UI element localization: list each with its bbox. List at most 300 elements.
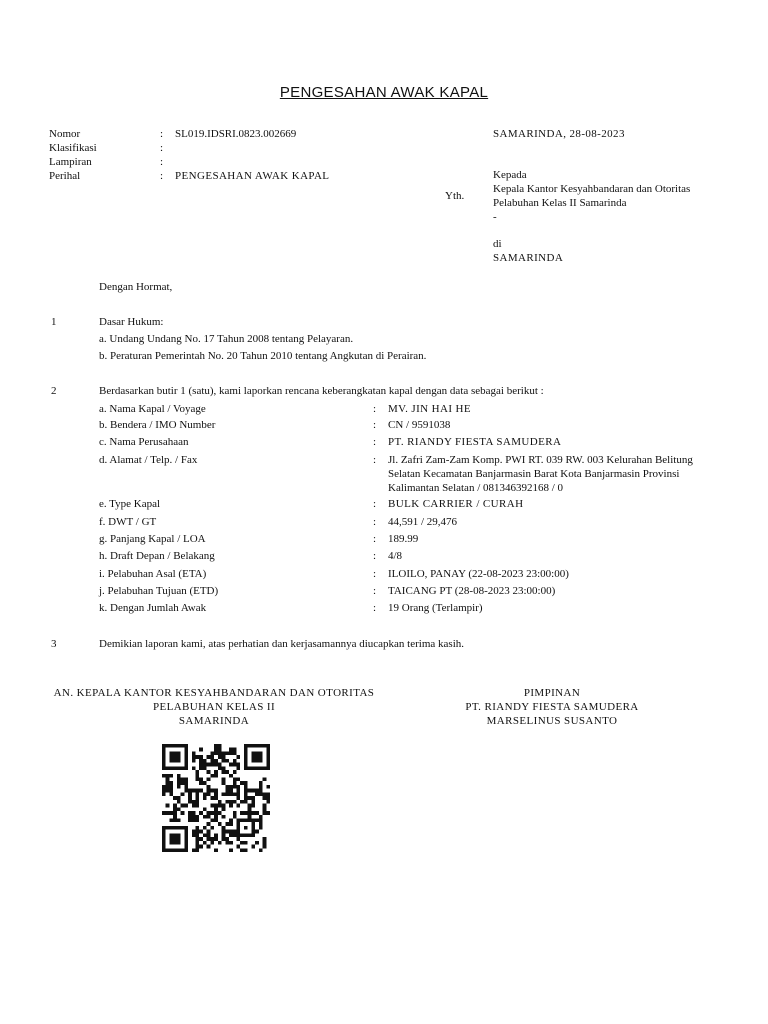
qr-module [225, 822, 229, 826]
qr-module [196, 845, 200, 849]
qr-module [199, 763, 203, 767]
qr-module [233, 815, 237, 819]
qr-module [236, 778, 240, 782]
qr-module [222, 792, 226, 796]
qr-module [225, 841, 229, 845]
qr-module [173, 796, 177, 800]
ship-data-label: k. Dengan Jumlah Awak [99, 602, 207, 614]
qr-module [233, 792, 237, 796]
qr-module [240, 848, 244, 852]
qr-module [184, 804, 188, 808]
qr-module [207, 815, 211, 819]
qr-module [263, 778, 267, 782]
qr-module [181, 778, 185, 782]
lampiran-label: Lampiran [49, 156, 92, 168]
ship-data-value: MV. JIN HAI HE [388, 403, 472, 415]
ship-data-label: e. Type Kapal [99, 498, 161, 510]
qr-module [169, 785, 173, 789]
qr-module [214, 811, 218, 815]
qr-module [222, 804, 226, 808]
qr-module [255, 759, 259, 763]
qr-module [184, 778, 188, 782]
qr-module [236, 830, 240, 834]
qr-module [203, 759, 207, 763]
qr-module [244, 781, 248, 785]
qr-module [244, 789, 248, 793]
qr-module [266, 751, 270, 755]
ship-data-value: ILOILO, PANAY (22-08-2023 23:00:00) [388, 568, 569, 580]
qr-module [251, 826, 255, 830]
qr-module [222, 830, 226, 834]
qr-module [251, 759, 255, 763]
qr-module [210, 751, 214, 755]
qr-module [207, 785, 211, 789]
qr-module [196, 848, 200, 852]
qr-module [188, 789, 192, 793]
qr-module [192, 766, 196, 770]
di-label: di [493, 238, 502, 250]
qr-module [173, 759, 177, 763]
qr-module [240, 833, 244, 837]
qr-module [184, 744, 188, 748]
qr-module [177, 755, 181, 759]
qr-module [169, 774, 173, 778]
qr-module [251, 833, 255, 837]
qr-module [177, 751, 181, 755]
closing-statement: Demikian laporan kami, atas perhatian dan kerjasamannya diucapkan terima kasih. [99, 638, 464, 650]
qr-module [263, 744, 267, 748]
qr-module [177, 841, 181, 845]
ship-data-colon: : [373, 550, 377, 562]
qr-module [177, 778, 181, 782]
qr-module [196, 796, 200, 800]
section-3-number: 3 [51, 638, 57, 650]
qr-module [263, 845, 267, 849]
qr-module [263, 804, 267, 808]
qr-module [184, 837, 188, 841]
qr-module [184, 785, 188, 789]
qr-module [244, 826, 248, 830]
qr-module [177, 807, 181, 811]
qr-module [218, 763, 222, 767]
qr-module [240, 781, 244, 785]
qr-module [225, 770, 229, 774]
qr-module [177, 759, 181, 763]
qr-module [162, 751, 166, 755]
qr-module [162, 845, 166, 849]
qr-module [162, 833, 166, 837]
qr-module [214, 770, 218, 774]
qr-module [203, 796, 207, 800]
qr-module [214, 789, 218, 793]
ship-data-label: i. Pelabuhan Asal (ETA) [99, 568, 207, 580]
qr-module [166, 826, 170, 830]
qr-module [192, 804, 196, 808]
ship-data-colon: : [373, 568, 377, 580]
qr-module [251, 796, 255, 800]
recipient-line-1: Kepala Kantor Kesyahbandaran dan Otoritas [493, 183, 691, 195]
qr-module [222, 751, 226, 755]
perihal-colon: : [160, 170, 164, 182]
qr-module [173, 841, 177, 845]
qr-module [236, 804, 240, 808]
qr-module [244, 748, 248, 752]
qr-module [218, 751, 222, 755]
qr-module [222, 815, 226, 819]
ship-data-value: PT. RIANDY FIESTA SAMUDERA [388, 436, 562, 448]
qr-module [244, 833, 248, 837]
ship-data-colon: : [373, 585, 377, 597]
qr-module [229, 848, 233, 852]
qr-module [169, 766, 173, 770]
document-title: PENGESAHAN AWAK KAPAL [279, 84, 489, 101]
qr-module [169, 826, 173, 830]
qr-module [199, 778, 203, 782]
qr-module [266, 796, 270, 800]
qr-module [248, 815, 252, 819]
qr-module [162, 837, 166, 841]
perihal-label: Perihal [49, 170, 81, 182]
qr-module [236, 792, 240, 796]
qr-module [214, 744, 218, 748]
qr-module [181, 826, 185, 830]
qr-module [173, 815, 177, 819]
qr-module [162, 759, 166, 763]
qr-module [199, 766, 203, 770]
qr-module [222, 766, 226, 770]
qr-module [214, 807, 218, 811]
qr-module [236, 789, 240, 793]
address-line: Jl. Zafri Zam-Zam Komp. PWI RT. 039 RW. 003 Kelurahan Belitung [388, 454, 693, 466]
qr-module [229, 822, 233, 826]
qr-module [240, 811, 244, 815]
qr-module [266, 744, 270, 748]
qr-module [162, 774, 166, 778]
qr-module [166, 781, 170, 785]
qr-module [248, 789, 252, 793]
qr-module [199, 755, 203, 759]
qr-module [203, 807, 207, 811]
qr-module [203, 833, 207, 837]
qr-module [236, 766, 240, 770]
qr-module [244, 792, 248, 796]
qr-module [259, 751, 263, 755]
qr-module [229, 748, 233, 752]
qr-module [192, 759, 196, 763]
qr-module [199, 759, 203, 763]
qr-module [229, 792, 233, 796]
qr-module [177, 818, 181, 822]
qr-module [222, 826, 226, 830]
qr-module [169, 792, 173, 796]
qr-module [214, 748, 218, 752]
qr-module [222, 807, 226, 811]
qr-module [214, 815, 218, 819]
qr-module [169, 781, 173, 785]
qr-module [196, 755, 200, 759]
qr-module [266, 763, 270, 767]
qr-module [214, 796, 218, 800]
qr-module [173, 755, 177, 759]
recipient-city: SAMARINDA [493, 252, 564, 264]
qr-module [173, 837, 177, 841]
signature-right-line-3: MARSELINUS SUSANTO [486, 715, 618, 727]
qr-module [263, 796, 267, 800]
qr-module [184, 848, 188, 852]
nomor-label: Nomor [49, 128, 81, 140]
qr-module [207, 789, 211, 793]
qr-module [210, 811, 214, 815]
qr-module [173, 848, 177, 852]
qr-module [184, 826, 188, 830]
qr-module [169, 751, 173, 755]
qr-module [251, 766, 255, 770]
qr-module [244, 848, 248, 852]
qr-code-icon [160, 744, 272, 852]
qr-module [210, 841, 214, 845]
qr-module [218, 744, 222, 748]
qr-module [184, 781, 188, 785]
klasifikasi-label: Klasifikasi [49, 142, 97, 154]
qr-module [248, 818, 252, 822]
qr-module [259, 744, 263, 748]
qr-module [233, 833, 237, 837]
qr-module [166, 785, 170, 789]
qr-module [225, 837, 229, 841]
yth-label: Yth. [445, 190, 465, 202]
qr-module [181, 804, 185, 808]
qr-module [266, 766, 270, 770]
qr-module [192, 751, 196, 755]
qr-module [181, 781, 185, 785]
ship-data-label: j. Pelabuhan Tujuan (ETD) [99, 585, 219, 597]
qr-module [225, 759, 229, 763]
qr-module [177, 744, 181, 748]
qr-module [214, 818, 218, 822]
qr-module [236, 785, 240, 789]
qr-module [199, 789, 203, 793]
qr-module [192, 811, 196, 815]
qr-module [255, 755, 259, 759]
qr-module [177, 837, 181, 841]
qr-module [166, 811, 170, 815]
qr-module [259, 766, 263, 770]
qr-module [203, 763, 207, 767]
section-2-number: 2 [51, 385, 57, 397]
qr-module [184, 830, 188, 834]
signature-left-line-2: PELABUHAN KELAS II [152, 701, 276, 713]
qr-module [184, 755, 188, 759]
qr-module [210, 804, 214, 808]
qr-module [207, 811, 211, 815]
qr-module [203, 792, 207, 796]
address-line: Selatan Kecamatan Banjarmasin Barat Kota Banjarmasin Provinsi [388, 468, 680, 480]
qr-module [199, 781, 203, 785]
ship-data-colon: : [373, 403, 377, 415]
qr-module [251, 811, 255, 815]
qr-module [229, 800, 233, 804]
qr-module [225, 830, 229, 834]
qr-module [229, 830, 233, 834]
qr-module [248, 804, 252, 808]
qr-module [177, 800, 181, 804]
qr-module [218, 841, 222, 845]
qr-module [248, 833, 252, 837]
ship-data-value: TAICANG PT (28-08-2023 23:00:00) [388, 585, 556, 597]
qr-module [173, 826, 177, 830]
qr-module [214, 804, 218, 808]
ship-data-colon: : [373, 419, 377, 431]
qr-module [166, 848, 170, 852]
qr-module [259, 789, 263, 793]
ship-data-colon: : [373, 602, 377, 614]
signature-right-line-1: PIMPINAN [523, 687, 581, 699]
qr-module [233, 830, 237, 834]
qr-module [248, 744, 252, 748]
qr-module [244, 766, 248, 770]
qr-module [236, 826, 240, 830]
qr-module [225, 792, 229, 796]
qr-module [236, 755, 240, 759]
qr-module [266, 755, 270, 759]
qr-module [236, 796, 240, 800]
legal-basis-item: a. Undang Undang No. 17 Tahun 2008 tentang Pelayaran. [99, 333, 354, 345]
qr-module [251, 744, 255, 748]
qr-module [203, 766, 207, 770]
qr-module [166, 778, 170, 782]
ship-data-label: a. Nama Kapal / Voyage [99, 403, 206, 415]
qr-module [184, 833, 188, 837]
qr-module [173, 818, 177, 822]
qr-module [255, 792, 259, 796]
qr-module [184, 751, 188, 755]
qr-module [192, 755, 196, 759]
qr-module [192, 818, 196, 822]
qr-module [181, 848, 185, 852]
signature-left-line-1: AN. KEPALA KANTOR KESYAHBANDARAN DAN OTORITAS [53, 687, 375, 699]
qr-module [162, 830, 166, 834]
qr-module [259, 826, 263, 830]
qr-module [248, 811, 252, 815]
qr-module [162, 785, 166, 789]
signature-left-line-3: SAMARINDA [178, 715, 250, 727]
qr-module [196, 837, 200, 841]
qr-module [233, 781, 237, 785]
qr-module [177, 826, 181, 830]
qr-module [188, 815, 192, 819]
qr-module [210, 755, 214, 759]
qr-module [207, 792, 211, 796]
qr-module [210, 837, 214, 841]
qr-module [251, 751, 255, 755]
qr-module [233, 759, 237, 763]
qr-module [196, 770, 200, 774]
qr-module [203, 815, 207, 819]
qr-module [255, 744, 259, 748]
qr-module [188, 792, 192, 796]
qr-module [233, 751, 237, 755]
qr-module [169, 837, 173, 841]
qr-module [181, 792, 185, 796]
qr-module [177, 766, 181, 770]
qr-module [218, 804, 222, 808]
qr-module [177, 785, 181, 789]
qr-module [255, 818, 259, 822]
qr-module [169, 789, 173, 793]
qr-module [244, 763, 248, 767]
qr-module [196, 792, 200, 796]
qr-module [222, 837, 226, 841]
qr-module [233, 778, 237, 782]
qr-module [229, 833, 233, 837]
qr-module [214, 751, 218, 755]
qr-module [251, 822, 255, 826]
qr-module [225, 751, 229, 755]
qr-module [263, 766, 267, 770]
qr-module [188, 811, 192, 815]
qr-module [196, 830, 200, 834]
qr-module [229, 785, 233, 789]
qr-module [236, 837, 240, 841]
qr-module [244, 755, 248, 759]
qr-module [236, 763, 240, 767]
qr-module [192, 815, 196, 819]
ship-data-label: d. Alamat / Telp. / Fax [99, 454, 198, 466]
qr-module [233, 748, 237, 752]
qr-module [207, 770, 211, 774]
section-1-heading: Dasar Hukum: [99, 316, 164, 328]
qr-module [196, 800, 200, 804]
qr-module [210, 796, 214, 800]
qr-module [255, 766, 259, 770]
qr-module [244, 818, 248, 822]
signature-right-line-2: PT. RIANDY FIESTA SAMUDERA [465, 701, 639, 713]
ship-data-colon: : [373, 516, 377, 528]
qr-module [188, 796, 192, 800]
qr-module [196, 815, 200, 819]
qr-module [222, 755, 226, 759]
qr-module [255, 789, 259, 793]
qr-module [240, 841, 244, 845]
qr-module [222, 759, 226, 763]
qr-module [184, 766, 188, 770]
qr-module [162, 841, 166, 845]
qr-module [162, 826, 166, 830]
qr-module [199, 830, 203, 834]
qr-module [166, 744, 170, 748]
qr-module [229, 763, 233, 767]
qr-module [162, 792, 166, 796]
qr-module [210, 826, 214, 830]
qr-module [218, 800, 222, 804]
qr-module [188, 818, 192, 822]
ship-data-value: 19 Orang (Terlampir) [388, 602, 483, 614]
qr-module [199, 748, 203, 752]
qr-module [218, 748, 222, 752]
qr-module [196, 841, 200, 845]
qr-module [251, 800, 255, 804]
qr-module [210, 774, 214, 778]
ship-data-value: 189.99 [388, 533, 419, 545]
qr-module [218, 811, 222, 815]
qr-module [162, 755, 166, 759]
qr-module [181, 766, 185, 770]
qr-module [266, 748, 270, 752]
qr-module [162, 789, 166, 793]
qr-module [244, 811, 248, 815]
qr-module [203, 781, 207, 785]
ship-data-colon: : [373, 436, 377, 448]
